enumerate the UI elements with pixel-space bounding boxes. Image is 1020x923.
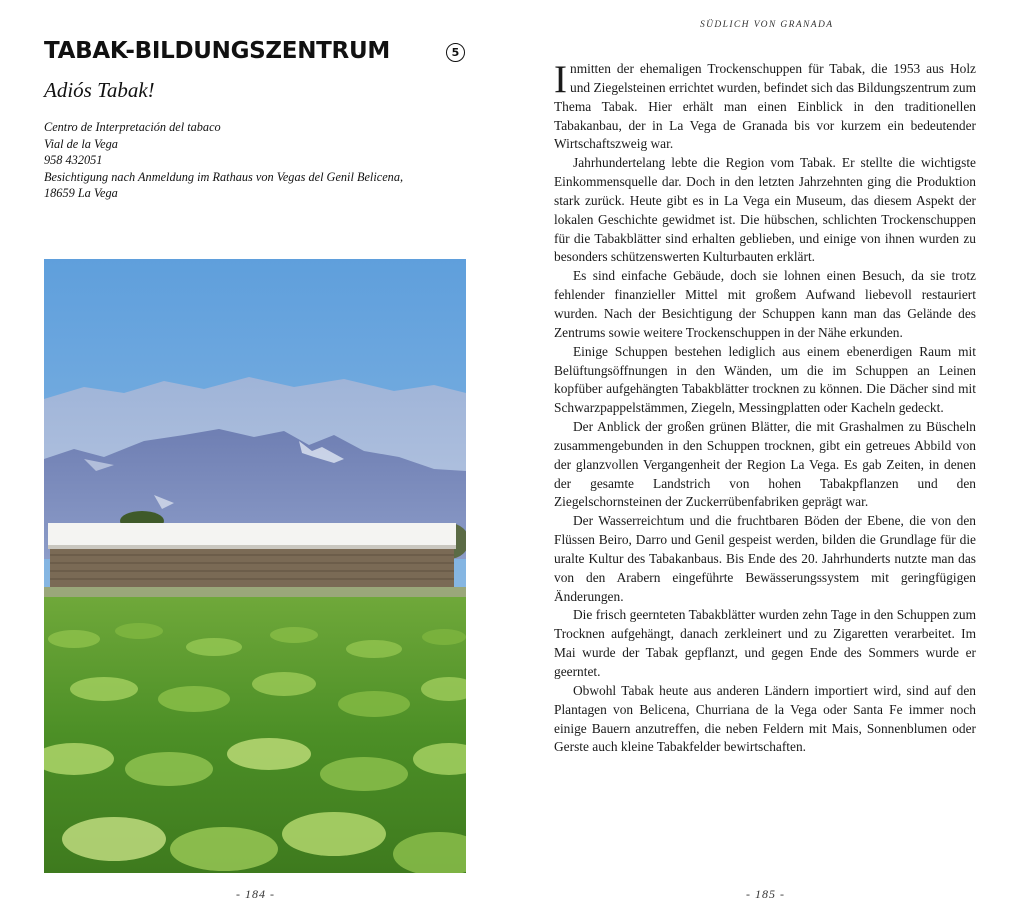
paragraph: Der Anblick der großen grünen Blätter, die mit Grashalmen zu Büscheln zusammengebunden in den Schuppen trocknen, gibt ein getreues Abbild von der glanzvollen Vergangenheit der Region La Vega. Es gab Zeiten, in denen der gesamte Landstrich von hohen Tabakpflanzen und den Ziegelschornsteinen der Zuckerrübenfabriken geprägt war. <box>554 419 976 510</box>
page-number-right: - 185 - <box>746 887 785 901</box>
barn-wall <box>50 547 454 589</box>
phone-number: 958 432051 <box>44 153 103 167</box>
paragraph: Die frisch geernteten Tabakblätter wurden zehn Tage in den Schuppen zum Trocknen aufgehängt, danach zerkleinert und zu Zigaretten verarbeitet. Im Mai wurde der Tabak gepflanzt, und gegen Ende des Sommers wurde er geerntet. <box>554 607 976 679</box>
paragraph <box>554 60 976 154</box>
paragraph: Der Wasserreichtum und die fruchtbaren Böden der Ebene, die von den Flüssen Beiro, Darro und Genil gespeist werden, bilden die Grundlage für die uralte Kultur des Tabakanbaus. Bis Ende des 20. Jahrhunderts nutzte man das von den Arabern eingeführte Bewässerungssystem mit geringfügigen Änderungen. <box>554 513 976 604</box>
paragraph: Einige Schuppen bestehen lediglich aus einem ebenerdigen Raum mit Belüftungsöffnungen in den Wänden, um die im Schuppen an Leinen kopfüber aufgehängten Tabakblätter trocknen zu können. Die Dächer sind mit Schwarzpappelstämmen, Ziegeln, Messingplatten oder Kacheln gedeckt. <box>554 343 976 416</box>
address-block <box>44 119 464 202</box>
right-page <box>510 0 1020 923</box>
paragraph: Obwohl Tabak heute aus anderen Ländern importiert wird, sind auf den Plantagen von Belicena, Churriana de la Vega oder Santa Fe immer noch einige Bauern anzutreffen, die neben Feldern mit Mais, Sonnenblumen oder Gerste auch kleine Tabakfelder bewirtschaften. <box>554 682 976 755</box>
article-body <box>554 60 976 757</box>
paragraph-text: nmitten der ehemaligen Trockenschuppen für Tabak, die 1953 aus Holz und Ziegelsteinen errichtet wurden, befindet sich das Bildungszentrum zum Thema Tabak. Hier erhält man einen Einblick in den traditionellen Tabakanbau, der in La Vega de Granada bis vor kurzem ein bedeutender Wirtschaftszweig war. <box>554 61 976 152</box>
paragraph: Es sind einfache Gebäude, doch sie lohnen einen Besuch, da sie trotz fehlender finanzieller Mittel mit großem Aufwand liebevoll restauriert wurden. Nach der Besichtigung der Schuppen kann man das Gelände des Zentrums sowie weitere Trockenschuppen in der Nähe erkunden. <box>554 268 976 340</box>
barn-roof-edge <box>48 545 456 549</box>
drop-cap: I <box>554 58 567 101</box>
address-line: Besichtigung nach Anmeldung im Rathaus von Vegas del Genil Belicena, <box>44 169 404 184</box>
paragraph: Jahrhundertelang lebte die Region vom Tabak. Er stellte die wichtigste Einkommensquelle dar. Doch in den letzten Jahrzehnten ging die Produktion stark zurück. Heute gibt es in La Vega ein Museum, das diesem Aspekt der lokalen Geschichte gewidmet ist. Die hübschen, schlichten Trockenschuppen für die Tabakblätter sind erhalten geblieben, und einige von ihnen wurden zu besonders schützenswerten Kulturbauten erklärt. <box>554 155 976 265</box>
section-title: TABAK-BILDUNGSZENTRUM <box>44 38 390 64</box>
photo-illustration <box>44 259 466 873</box>
address-line: Vial de la Vega <box>44 136 118 151</box>
address-line: Centro de Interpretación del tabaco <box>44 120 221 134</box>
section-number-badge: 5 <box>446 43 465 62</box>
section-subtitle: Adiós Tabak! <box>44 78 155 102</box>
tobacco-field-photo <box>44 259 466 873</box>
page-number-left: - 184 - <box>236 887 275 901</box>
running-head: SÜDLICH VON GRANADA <box>700 20 834 30</box>
address-line: 18659 La Vega <box>44 186 118 200</box>
